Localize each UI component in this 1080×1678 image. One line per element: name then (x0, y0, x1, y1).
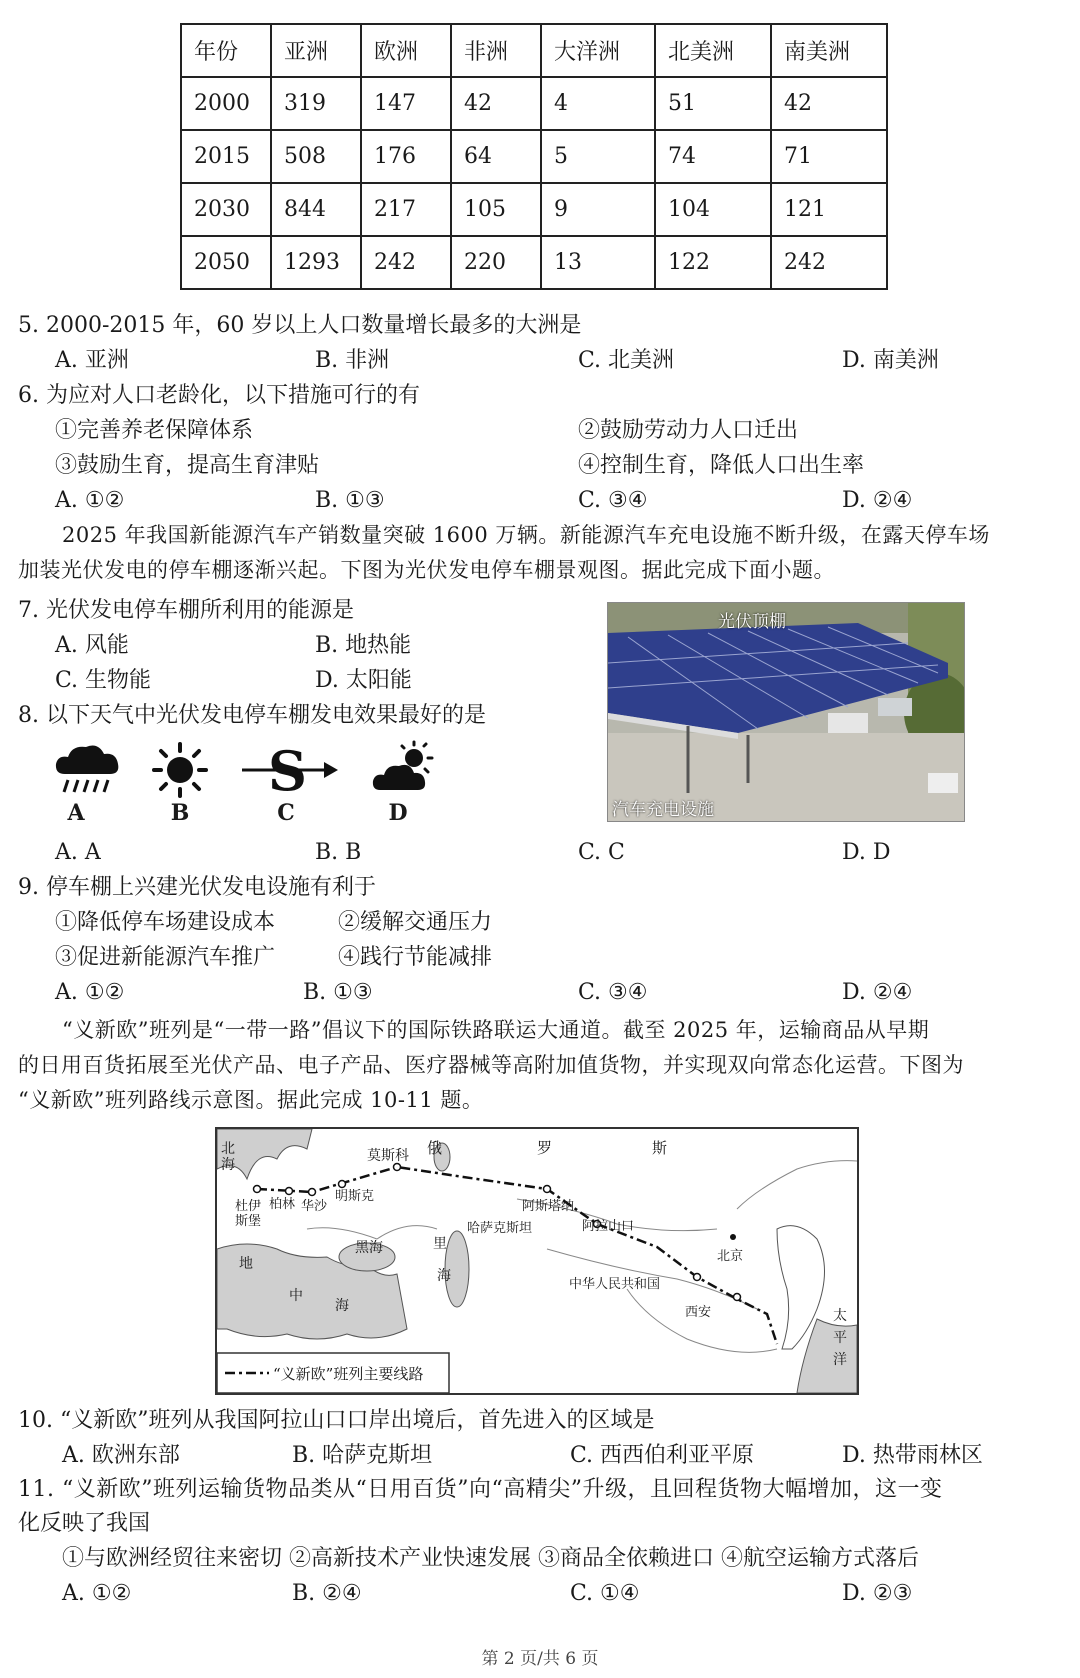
table-cell: 42 (771, 77, 887, 130)
page-footer: 第 2 页/共 6 页 (481, 1649, 599, 1669)
table-cell: 844 (271, 183, 361, 236)
q6-option-b: B. ①③ (315, 488, 385, 513)
table-cell: 217 (361, 183, 451, 236)
intro-paragraph-2-line1: “义新欧”班列是“一带一路”倡议下的国际铁路联运大通道。截至 2025 年，运输商品从早期 (62, 1018, 930, 1042)
map-label-med-2: 中 (289, 1288, 303, 1304)
table-cell: 9 (541, 183, 655, 236)
q6-item-1: ①完善养老保障体系 (55, 418, 254, 443)
sun-icon (150, 740, 210, 800)
q6-option-d: D. ②④ (842, 488, 913, 513)
map-label-warsaw: 华沙 (301, 1199, 328, 1214)
map-label-pacific-1: 太 (833, 1308, 847, 1324)
table-cell: 4 (541, 77, 655, 130)
q5-option-b: B. 非洲 (315, 348, 390, 373)
q8-option-c: C. C (578, 840, 625, 865)
q11-stem-line2: 化反映了我国 (18, 1511, 151, 1536)
q8-option-b: B. B (315, 840, 362, 865)
table-cell: 508 (271, 130, 361, 183)
q9-option-c: C. ③④ (578, 980, 648, 1005)
map-label-moscow: 莫斯科 (367, 1148, 409, 1164)
intro-paragraph-2-line2: 的日用百货拓展至光伏产品、电子产品、医疗器械等高附加值货物，并实现双向常态化运营。下图为 (18, 1053, 964, 1077)
q11-items: ①与欧洲经贸往来密切 ②高新技术产业快速发展 ③商品全依赖进口 ④航空运输方式落后 (62, 1546, 919, 1571)
table-cell: 319 (271, 77, 361, 130)
weather-label-c: C (277, 800, 295, 826)
table-row (181, 183, 887, 236)
q7-stem: 7. 光伏发电停车棚所利用的能源是 (18, 598, 354, 623)
table-cell: 122 (655, 236, 771, 289)
q7-option-b: B. 地热能 (315, 633, 412, 658)
q6-option-a: A. ①② (55, 488, 125, 513)
map-label-med-3: 海 (335, 1298, 349, 1314)
table-cell: 147 (361, 77, 451, 130)
q11-option-c: C. ①④ (570, 1581, 640, 1606)
table-cell: 13 (541, 236, 655, 289)
q10-option-c: C. 西西伯利亚平原 (570, 1443, 755, 1468)
table-cell: 64 (451, 130, 541, 183)
q9-option-b: B. ①③ (303, 980, 373, 1005)
solar-carport-photo (607, 602, 965, 822)
map-label-alashankou: 阿拉山口 (582, 1219, 635, 1234)
map-label-russia-3: 斯 (652, 1139, 668, 1157)
q10-option-d: D. 热带雨林区 (842, 1443, 983, 1468)
q9-stem: 9. 停车棚上兴建光伏发电设施有利于 (18, 875, 376, 900)
map-label-north-sea: 北海 (221, 1141, 235, 1173)
table-cell: 2050 (181, 236, 271, 289)
table-header-cell: 年份 (181, 24, 271, 77)
map-label-beijing: 北京 (717, 1249, 744, 1264)
table-cell: 2030 (181, 183, 271, 236)
photo-label-top: 光伏顶棚 (718, 612, 786, 632)
table-cell: 176 (361, 130, 451, 183)
q7-option-c: C. 生物能 (55, 668, 152, 693)
q8-option-a: A. A (55, 840, 101, 865)
intro-paragraph-2-line3: “义新欧”班列路线示意图。据此完成 10-11 题。 (18, 1088, 484, 1112)
map-legend-label: “义新欧”班列主要线路 (273, 1365, 424, 1383)
q6-item-3: ③鼓励生育，提高生育津贴 (55, 453, 320, 478)
q6-option-c: C. ③④ (578, 488, 648, 513)
table-cell: 220 (451, 236, 541, 289)
map-label-med-1: 地 (239, 1256, 253, 1272)
map-label-xian: 西安 (685, 1305, 712, 1320)
table-header-row (181, 24, 887, 77)
q7-option-a: A. 风能 (55, 633, 129, 658)
map-label-black-sea: 黑海 (355, 1240, 383, 1256)
weather-label-a: A (67, 800, 85, 826)
intro-paragraph-1-line2: 加装光伏发电的停车棚逐渐兴起。下图为光伏发电停车棚景观图。据此完成下面小题。 (18, 558, 835, 582)
table-row (181, 130, 887, 183)
table-cell: 1293 (271, 236, 361, 289)
population-table (180, 23, 888, 290)
table-cell: 105 (451, 183, 541, 236)
q11-option-b: B. ②④ (292, 1581, 362, 1606)
q10-stem: 10. “义新欧”班列从我国阿拉山口口岸出境后，首先进入的区域是 (18, 1408, 655, 1433)
map-label-caspian-1: 里 (433, 1236, 447, 1252)
table-row (181, 236, 887, 289)
weather-label-d: D (388, 800, 408, 826)
map-label-kazakhstan: 哈萨克斯坦 (467, 1221, 533, 1236)
solar-carport-illustration (608, 603, 964, 821)
q9-item-2: ②缓解交通压力 (338, 910, 493, 935)
table-cell: 2000 (181, 77, 271, 130)
table-header-cell: 非洲 (451, 24, 541, 77)
map-label-pacific-3: 洋 (833, 1352, 847, 1368)
q11-option-d: D. ②③ (842, 1581, 913, 1606)
q10-option-a: A. 欧洲东部 (62, 1443, 180, 1468)
q10-option-b: B. 哈萨克斯坦 (292, 1443, 433, 1468)
table-cell: 2015 (181, 130, 271, 183)
q6-item-4: ④控制生育，降低人口出生率 (578, 453, 865, 478)
q6-stem: 6. 为应对人口老龄化，以下措施可行的有 (18, 383, 420, 408)
q9-item-3: ③促进新能源汽车推广 (55, 945, 276, 970)
svg-text:S: S (268, 739, 307, 802)
table-header-cell: 南美洲 (771, 24, 887, 77)
intro-paragraph-1-line1: 2025 年我国新能源汽车产销数量突破 1600 万辆。新能源汽车充电设施不断升级，在露天停车场 (62, 523, 990, 547)
table-row (181, 77, 887, 130)
q9-option-d: D. ②④ (842, 980, 913, 1005)
table-cell: 242 (361, 236, 451, 289)
photo-label-bottom: 汽车充电设施 (612, 800, 714, 820)
q8-stem: 8. 以下天气中光伏发电停车棚发电效果最好的是 (18, 703, 486, 728)
weather-label-b: B (170, 800, 190, 826)
table-cell: 42 (451, 77, 541, 130)
map-label-caspian-2: 海 (437, 1268, 451, 1284)
q5-option-d: D. 南美洲 (842, 348, 939, 373)
map-label-minsk: 明斯克 (335, 1189, 375, 1204)
q5-option-a: A. 亚洲 (55, 348, 129, 373)
q8-option-d: D. D (842, 840, 891, 865)
map-label-astana: 阿斯塔纳 (522, 1199, 575, 1214)
q9-item-4: ④践行节能减排 (338, 945, 493, 970)
map-illustration (217, 1129, 857, 1393)
q9-item-1: ①降低停车场建设成本 (55, 910, 276, 935)
map-label-berlin: 柏林 (269, 1197, 296, 1212)
table-cell: 104 (655, 183, 771, 236)
table-cell: 242 (771, 236, 887, 289)
partly-cloudy-icon (370, 740, 440, 800)
q7-option-d: D. 太阳能 (315, 668, 412, 693)
map-label-russia-1: 俄 (427, 1139, 443, 1157)
q5-option-c: C. 北美洲 (578, 348, 675, 373)
map-label-duisburg: 杜伊斯堡 (235, 1199, 262, 1229)
table-cell: 74 (655, 130, 771, 183)
map-label-pacific-2: 平 (833, 1330, 847, 1346)
table-cell: 5 (541, 130, 655, 183)
table-header-cell: 亚洲 (271, 24, 361, 77)
table-cell: 121 (771, 183, 887, 236)
table-header-cell: 北美洲 (655, 24, 771, 77)
table-cell: 71 (771, 130, 887, 183)
map-label-prc: 中华人民共和国 (569, 1277, 661, 1292)
rainstorm-icon (50, 740, 130, 800)
map-label-russia-2: 罗 (537, 1139, 553, 1157)
q9-option-a: A. ①② (55, 980, 125, 1005)
q5-stem: 5. 2000-2015 年，60 岁以上人口数量增长最多的大洲是 (18, 313, 582, 338)
table-header-cell: 大洋洲 (541, 24, 655, 77)
yixinou-route-map (215, 1127, 859, 1395)
q11-stem-line1: 11. “义新欧”班列运输货物品类从“日用百货”向“高精尖”升级，且回程货物大幅增加，这一变 (18, 1477, 943, 1502)
table-header-cell: 欧洲 (361, 24, 451, 77)
sandstorm-icon (240, 738, 340, 802)
table-cell: 51 (655, 77, 771, 130)
q11-option-a: A. ①② (62, 1581, 132, 1606)
q6-item-2: ②鼓励劳动力人口迁出 (578, 418, 799, 443)
